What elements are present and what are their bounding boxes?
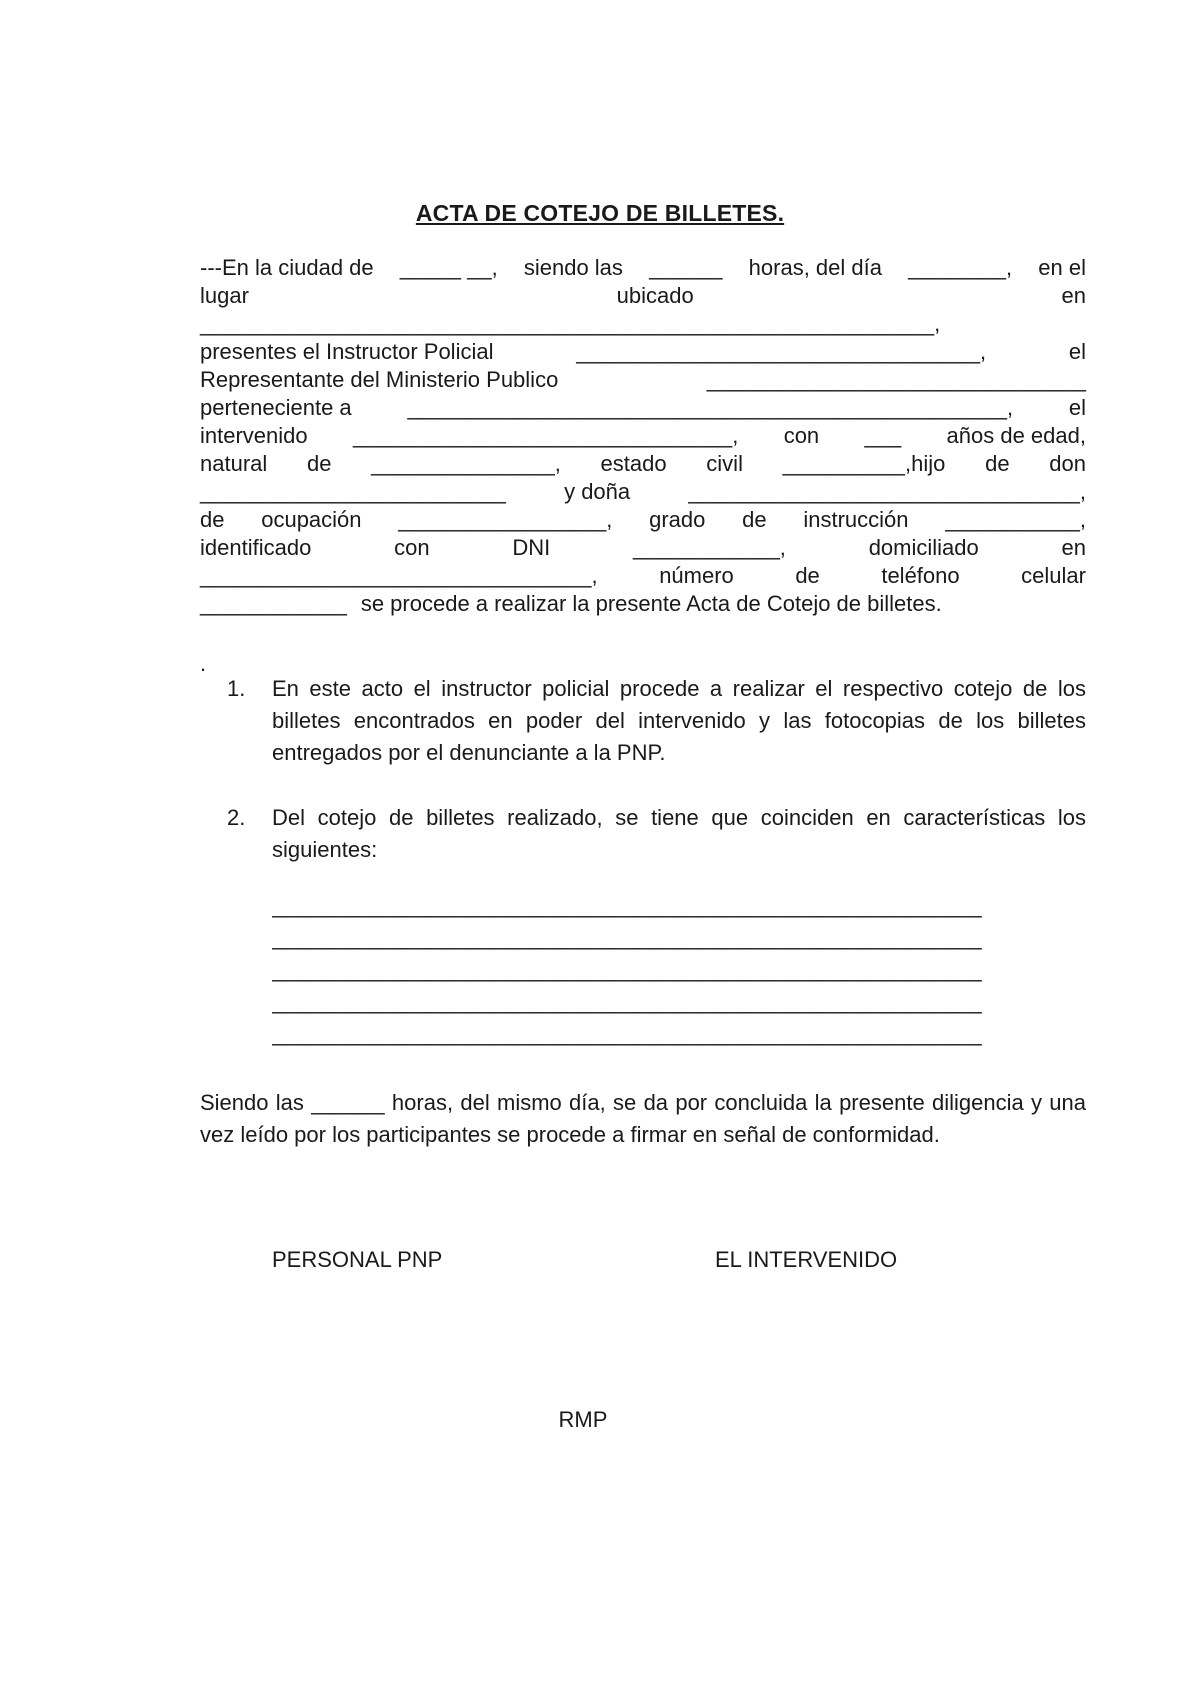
paragraph-line	[200, 590, 1086, 618]
paragraph-segment: de	[742, 507, 767, 532]
paragraph-line	[200, 282, 1086, 310]
list-item-number: 2.	[227, 805, 246, 830]
document-title: ACTA DE COTEJO DE BILLETES.	[415, 200, 785, 226]
signature-rmp: RMP	[558, 1407, 608, 1432]
list-item-2	[200, 802, 1086, 866]
paragraph-segment: el	[1068, 339, 1086, 364]
paragraph-segment: y doña	[564, 479, 631, 504]
paragraph-segment: el	[1068, 395, 1086, 420]
list-item-text: Del cotejo de billetes realizado, se tiene que coinciden en características los siguientes:	[272, 805, 1086, 862]
paragraph-segment: ___________,	[945, 507, 1086, 532]
stray-mark: .	[200, 651, 207, 676]
paragraph-segment: _____ __,	[399, 255, 498, 280]
paragraph-line	[200, 310, 1086, 338]
paragraph-segment: Representante del Ministerio Publico	[200, 367, 559, 392]
paragraph-segment: celular	[1021, 563, 1086, 588]
paragraph-segment: __________,hijo	[782, 451, 946, 476]
paragraph-segment: con	[394, 535, 430, 560]
paragraph-segment: años de edad,	[946, 423, 1086, 448]
paragraph-segment: lugar	[200, 283, 249, 308]
paragraph-segment: intervenido	[200, 423, 308, 448]
paragraph-segment: ________,	[908, 255, 1013, 280]
paragraph-segment: _______________________________	[706, 367, 1086, 392]
paragraph-segment: civil	[706, 451, 743, 476]
paragraph-segment: DNI	[512, 535, 551, 560]
paragraph-segment: ____________	[200, 591, 347, 616]
paragraph-segment: siendo las	[523, 255, 623, 280]
paragraph-segment: _______________,	[371, 451, 561, 476]
paragraph-segment: de	[795, 563, 820, 588]
paragraph-segment: presentes el Instructor Policial	[200, 339, 494, 364]
paragraph-segment: de	[985, 451, 1010, 476]
paragraph-line	[200, 422, 1086, 450]
paragraph-segment: domiciliado	[868, 535, 979, 560]
paragraph-segment: _________________________________________________,	[407, 395, 1014, 420]
paragraph-segment: natural	[200, 451, 268, 476]
paragraph-segment: ________________________________,	[200, 563, 598, 588]
paragraph-line	[200, 534, 1086, 562]
paragraph-segment: instrucción	[803, 507, 909, 532]
paragraph-segment: en	[1061, 535, 1086, 560]
paragraph-segment: se procede a realizar la presente Acta de Cotejo de billetes.	[360, 591, 942, 616]
paragraph-segment: ocupación	[261, 507, 362, 532]
paragraph-line	[200, 478, 1086, 506]
blank-line: __________________________________________________________	[272, 893, 982, 918]
paragraph-segment: _________________________	[200, 479, 506, 504]
paragraph-segment: _______________________________,	[352, 423, 739, 448]
paragraph-segment: con	[783, 423, 820, 448]
paragraph-segment: grado	[649, 507, 706, 532]
paragraph-segment: de	[200, 507, 225, 532]
paragraph-segment: en	[1061, 283, 1086, 308]
blank-line: __________________________________________________________	[272, 1021, 982, 1046]
paragraph-segment: ___	[864, 423, 902, 448]
blank-line: __________________________________________________________	[272, 925, 982, 950]
paragraph-segment: número	[659, 563, 734, 588]
list-item-number: 1.	[227, 676, 246, 701]
paragraph-line	[200, 506, 1086, 534]
signature-personal-pnp: PERSONAL PNP	[272, 1247, 443, 1272]
blank-line: __________________________________________________________	[272, 989, 982, 1014]
paragraph-segment: de	[306, 451, 332, 476]
paragraph-segment: don	[1049, 451, 1086, 476]
paragraph-segment: horas, del día	[748, 255, 882, 280]
blank-line: __________________________________________________________	[272, 957, 982, 982]
paragraph-segment: identificado	[200, 535, 312, 560]
paragraph-line	[200, 562, 1086, 590]
list-item-text: En este acto el instructor policial procede a realizar el respectivo cotejo de los billetes encontrados en poder del intervenido y las fotocopias de los billetes entregados por el denunciante a la PNP.	[272, 676, 1086, 765]
paragraph-segment: ____________________________________________________________,	[200, 311, 941, 336]
paragraph-line	[200, 366, 1086, 394]
paragraph-line	[200, 338, 1086, 366]
paragraph-line	[200, 394, 1086, 422]
list-item-1	[200, 673, 1086, 769]
paragraph-segment: teléfono	[881, 563, 960, 588]
paragraph-segment: ______	[649, 255, 723, 280]
paragraph-segment: perteneciente a	[200, 395, 352, 420]
closing-paragraph: Siendo las ______ horas, del mismo día, se da por concluida la presente diligencia y una vez leído por los participantes se procede a firmar en señal de conformidad.	[200, 1090, 1086, 1147]
paragraph-segment: ---En la ciudad de	[200, 255, 374, 280]
opening-paragraph	[200, 254, 1086, 618]
paragraph-line	[200, 254, 1086, 282]
paragraph-segment: ____________,	[632, 535, 786, 560]
paragraph-segment: ________________________________,	[688, 479, 1086, 504]
signature-intervenido: EL INTERVENIDO	[715, 1247, 898, 1272]
paragraph-line	[200, 450, 1086, 478]
paragraph-segment: ubicado	[616, 283, 694, 308]
paragraph-segment: estado	[600, 451, 667, 476]
paragraph-segment: _________________________________,	[576, 339, 987, 364]
paragraph-segment: en el	[1038, 255, 1086, 280]
blank-lines-block	[272, 890, 1080, 1050]
paragraph-segment: _________________,	[398, 507, 613, 532]
